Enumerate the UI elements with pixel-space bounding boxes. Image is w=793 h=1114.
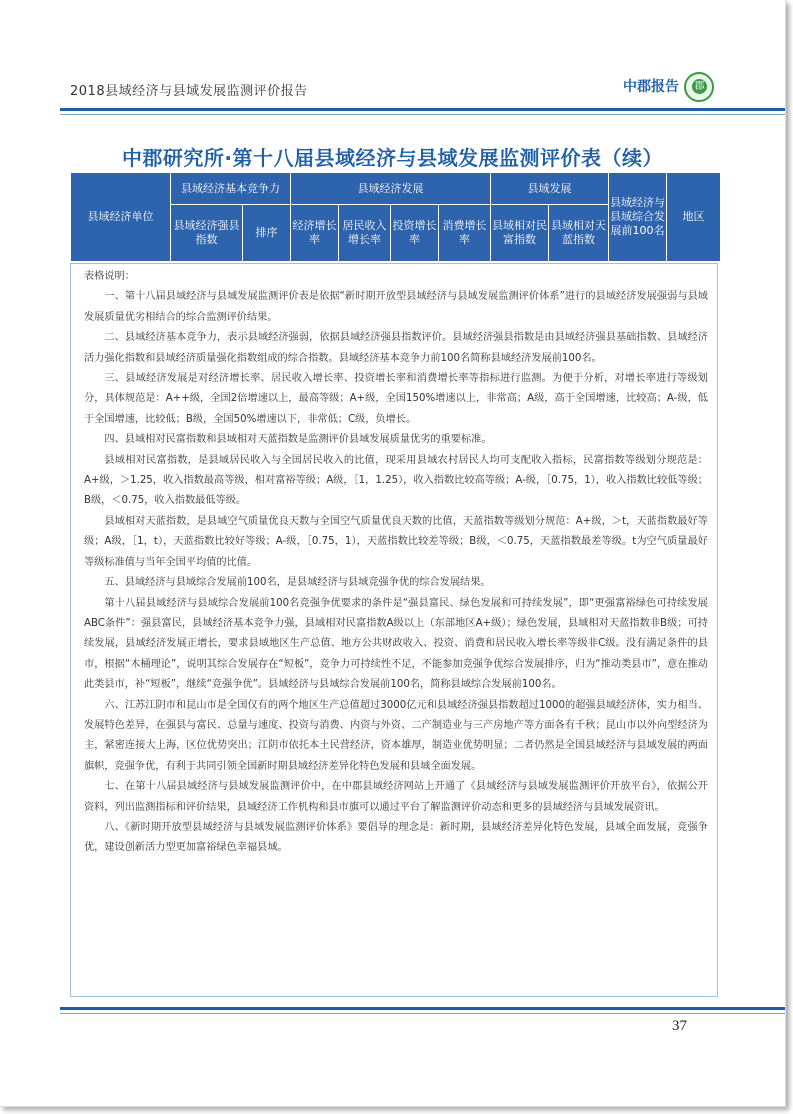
notes-paragraph: 三、县域经济发展是对经济增长率、居民收入增长率、投资增长率和消费增长率等指标进行监测。为便于分析，对增长率进行等级划分，具体规范是：A++级，全国2倍增速以上，最高等级；A+级，全国150%增速以上，非常高；A级，高于全国增速，比较高；A-级，低于全国增速，比较低；B级，全国50%增速以下，非常低；C级，负增长。 <box>84 373 708 425</box>
brand-logo-icon <box>684 72 714 102</box>
table-notes <box>84 267 708 859</box>
notes-paragraph: 第十八届县域经济与县域综合发展前100名竞强争优要求的条件是“强县富民、绿色发展和可持续发展”，即“更强富裕绿色可持续发展ABC条件”：强县富民，县域经济基本竞争力强，县域相对民富指数A级以上（东部地区A+级）；绿色发展，县域相对天蓝指数非B级；可持续发展，县域经济发展正增长，要求县域地区生产总值、地方公共财政收入、投资、消费和居民收入增长率等级非C级。没有满足条件的县市，根据“木桶理论”，说明其综合发展存在“短板”，竞争力可持续性不足，不能参加竞强争优综合发展排序，归为“推动类县市”，意在推动此类县市，补“短板”，继续“竞强争优”。县域经济与县域综合发展前100名，简称县域综合发展前100名。 <box>84 597 708 691</box>
header-consumption-growth: 消费增长率 <box>439 205 491 262</box>
header-top100: 县域经济与县域综合发展前100名 <box>609 173 667 262</box>
header-basic-competitiveness: 县域经济基本竞争力 <box>171 173 291 205</box>
header-rule-thick <box>60 108 785 111</box>
header-region: 地区 <box>667 173 721 262</box>
header-sky-index: 县域相对天蓝指数 <box>549 205 609 262</box>
notes-paragraph: 县域相对民富指数，是县域居民收入与全国居民收入的比值，现采用县域农村居民人均可支配收入指标，民富指数等级划分规范是：A+级，＞1.25，收入指数最高等级，相对富裕等级；A级，［1，1.25），收入指数比较高等级；A-级，［0.75，1），收入指数比较低等级；B级，＜0.75，收入指数最低等级。 <box>84 454 708 507</box>
header-economic-growth: 经济增长率 <box>291 205 339 262</box>
table-title: 中郡研究所·第十八届县域经济与县域发展监测评价表（续） <box>121 146 664 170</box>
evaluation-table-header <box>70 172 721 262</box>
notes-paragraph: 四、县域相对民富指数和县域相对天蓝指数是监测评价县域发展质量优劣的重要标准。 <box>104 434 492 446</box>
notes-label: 表格说明： <box>84 271 135 282</box>
notes-paragraph: 县域相对天蓝指数，是县域空气质量优良天数与全国空气质量优良天数的比值，天蓝指数等级划分规范：A+级，＞t，天蓝指数最好等级；A级，［1，t），天蓝指数比较好等级；A-级，［0.75，1），天蓝指数比较差等级；B级，＜0.75，天蓝指数最差等级。t为空气质量最好等级标准值与当年全国平均值的比值。 <box>84 515 708 568</box>
notes-paragraph: 七、在第十八届县域经济与县域发展监测评价中，在中郡县域经济网站上开通了《县域经济与县域发展监测评价开放平台》，依据公开资料，列出监测指标和评价结果，县域经济工作机构和县市旗可以通过平台了解监测评价动态和更多的县域经济与县域发展资讯。 <box>84 781 708 813</box>
report-title: 2018县域经济与县域发展监测评价报告 <box>70 84 308 99</box>
footer-rule-thin <box>60 1013 785 1014</box>
logo-glyph: 郡 <box>692 79 707 94</box>
notes-paragraph: 八、《新时期开放型县域经济与县域发展监测评价体系》要倡导的理念是：新时期，县域经济差异化特色发展，县域全面发展，竞强争优，建设创新活力型更加富裕绿色幸福县域。 <box>84 821 708 854</box>
header-strong-county-index: 县域经济强县指数 <box>171 205 243 262</box>
brand-name: 中郡报告 <box>623 79 679 95</box>
header-economic-development: 县域经济发展 <box>291 173 491 205</box>
notes-paragraph: 二、县域经济基本竞争力，表示县域经济强弱，依据县域经济强县指数评价。县域经济强县指数是由县域经济强县基础指数、县域经济活力强化指数和县域经济质量强化指数组成的综合指数。县域经济基本竞争力前100名简称县域经济发展前100名。 <box>84 332 708 364</box>
header-investment-growth: 投资增长率 <box>391 205 439 262</box>
notes-paragraph: 一、第十八届县域经济与县域发展监测评价表是依据“新时期开放型县域经济与县域发展监测评价体系”进行的县域经济发展强弱与县域发展质量优劣相结合的综合监测评价结果。 <box>84 291 708 323</box>
header-rank: 排序 <box>243 205 291 262</box>
header-unit: 县域经济单位 <box>71 173 171 262</box>
notes-paragraph: 六、江苏江阴市和昆山市是全国仅有的两个地区生产总值超过3000亿元和县域经济强县指数超过1000的超强县域经济体，实力相当、发展特色差异，在强县与富民、总量与速度、投资与消费、内资与外资、二产制造业与三产房地产等方面各有千秋；昆山市以外向型经济为主，紧密连接大上海，区位优势突出；江阴市依托本土民营经济，资本雄厚，制造业优势明显；二者仍然是全国县域经济与县域发展的两面旗帜，竞强争优，有利于共同引领全国新时期县域经济差异化特色发展和县域全面发展。 <box>84 699 708 772</box>
notes-paragraph: 五、县域经济与县域综合发展前100名，是县域经济与县域竞强争优的综合发展结果。 <box>104 577 491 589</box>
header-rule-thin <box>60 114 785 115</box>
footer-rule-thick <box>60 1007 785 1010</box>
header-county-development: 县域发展 <box>491 173 609 205</box>
page-number: 37 <box>672 1018 687 1034</box>
header-rich-index: 县域相对民富指数 <box>491 205 549 262</box>
header-income-growth: 居民收入增长率 <box>339 205 391 262</box>
